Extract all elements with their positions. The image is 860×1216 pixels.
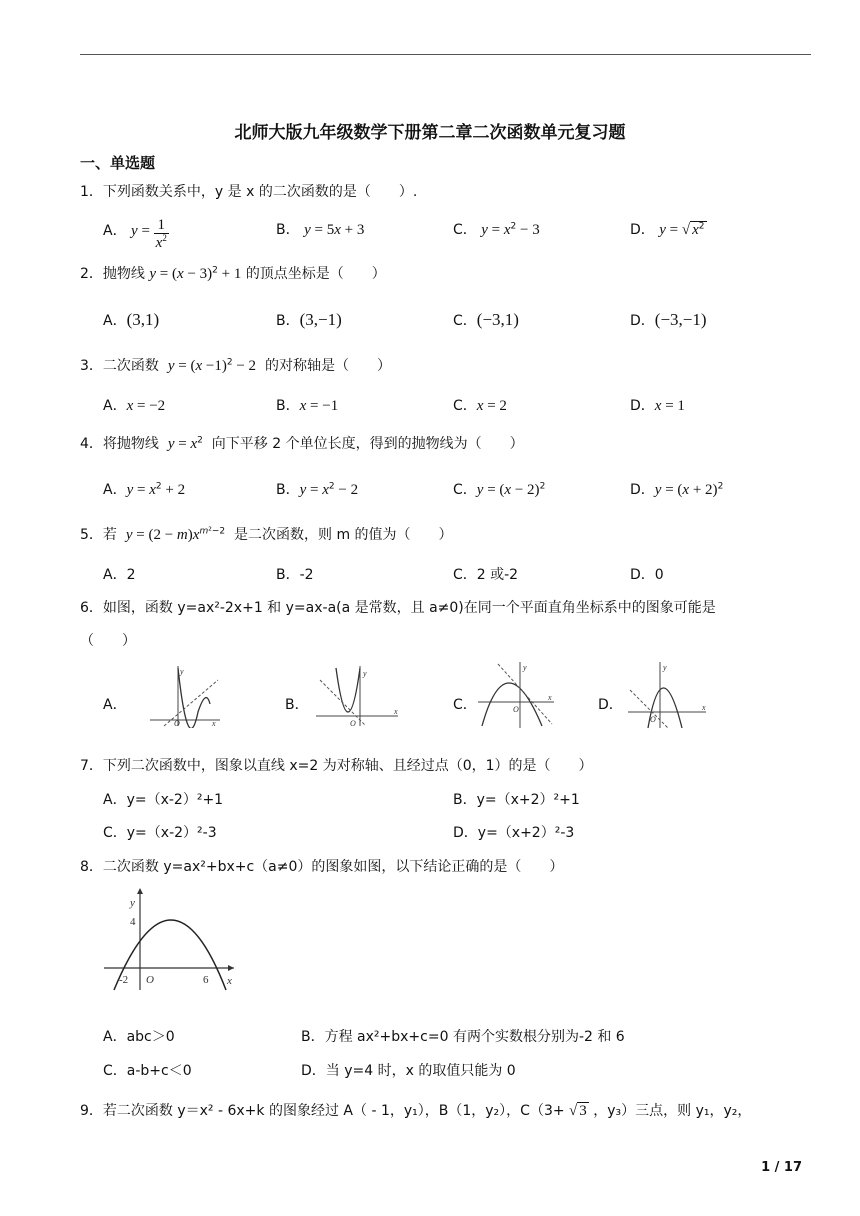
svg-text:y: y — [180, 667, 184, 676]
q3-option-d: D．x = 1 — [630, 398, 685, 414]
q6-option-d-label: D． — [598, 697, 623, 713]
question-2-stem: 2．抛物线 $y = (x - 3)^2 + 1$ 的顶点坐标是（ ） — [80, 265, 386, 282]
q4-option-c: C．$y = (x - 2)^2$ — [453, 481, 546, 498]
q1-option-a: A． y = $\frac{1}{x^2}$ — [103, 217, 167, 251]
q2-option-b: B．(3,−1) — [276, 310, 342, 329]
q8-six-label: 6 — [203, 974, 209, 986]
q6-option-b-label: B． — [285, 697, 309, 713]
q8-option-a: A．abc＞0 — [103, 1029, 175, 1045]
question-3-stem: 3．二次函数 $y = (x -1)^2 - 2$ 的对称轴是（ ） — [80, 357, 391, 374]
svg-text:y: y — [523, 663, 527, 672]
header-rule — [80, 54, 811, 55]
q1-option-d: D． y = √ $x^2$ — [630, 221, 705, 238]
question-4-stem: 4．将抛物线 $y = x^2$ 向下平移 2 个单位长度，得到的抛物线为（ ） — [80, 435, 524, 452]
q5-option-b: B．-2 — [276, 567, 314, 583]
svg-text:x: x — [702, 703, 706, 712]
question-9-stem: 9．若二次函数 y＝x² - 6x+k 的图象经过 A（ - 1，y₁），B（1，y₂），C（3+ √ 3 ，y₃）三点，则 y₁，y₂， — [80, 1103, 752, 1119]
q4-option-b: B．$y = x^2 - 2$ — [276, 481, 359, 498]
q8-origin-label: O — [146, 974, 154, 986]
q8-option-b: B．方程 ax²+bx+c=0 有两个实数根分别为-2 和 6 — [301, 1029, 625, 1045]
q8-option-d: D．当 y=4 时，x 的取值只能为 0 — [301, 1063, 516, 1079]
q7-option-a: A．y=（x-2）²+1 — [103, 792, 224, 808]
q8-neg2-label: -2 — [119, 974, 129, 986]
question-6-stem: 6．如图，函数 y=ax²-2x+1 和 y=ax-a(a 是常数，且 a≠0)在同一个平面直角坐标系中的图象可能是 — [80, 600, 716, 616]
q7-option-d: D．y=（x+2）²-3 — [453, 825, 575, 841]
q3-option-b: B．x = −1 — [276, 398, 339, 414]
q2-option-a: A．(3,1) — [103, 310, 160, 329]
q2-option-c: C．(−3,1) — [453, 310, 519, 329]
option-label: B． — [276, 222, 300, 238]
option-label: D． — [630, 222, 655, 238]
q8-option-c: C．a-b+c＜0 — [103, 1063, 192, 1079]
svg-text:O: O — [650, 715, 656, 724]
q7-option-c: C．y=（x-2）²-3 — [103, 825, 217, 841]
question-7-stem: 7．下列二次函数中，图象以直线 x=2 为对称轴、且经过点（0，1）的是（ ） — [80, 758, 593, 774]
svg-text:x: x — [212, 719, 216, 728]
q6-graph-d — [626, 660, 710, 730]
q6-graph-a — [148, 664, 222, 728]
question-8-stem: 8．二次函数 y=ax²+bx+c（a≠0）的图象如图，以下结论正确的是（ ） — [80, 859, 564, 875]
q8-four-label: 4 — [130, 916, 136, 928]
section-heading: 一、单选题 — [80, 154, 156, 172]
q4-option-d: D．$y = (x + 2)^2$ — [630, 481, 724, 498]
page-title: 北师大版九年级数学下册第二章二次函数单元复习题 — [234, 123, 626, 143]
option-label: C． — [453, 222, 477, 238]
q5-option-a: A．2 — [103, 567, 136, 583]
q6-graph-b — [314, 664, 402, 728]
svg-text:x: x — [548, 693, 552, 702]
q5-option-c: C．2 或-2 — [453, 567, 519, 583]
option-label: A． — [103, 223, 127, 239]
q7-option-b: B．y=（x+2）²+1 — [453, 792, 580, 808]
q6-option-a-label: A． — [103, 697, 127, 713]
svg-text:O: O — [513, 705, 519, 714]
q5-option-d: D．0 — [630, 567, 664, 583]
q3-option-c: C．x = 2 — [453, 398, 507, 414]
q1-option-b: B． y = 5x + 3 — [276, 222, 365, 238]
svg-text:y: y — [663, 663, 667, 672]
q1-option-c: C． $y = x^2 - 3$ — [453, 221, 540, 238]
q8-y-label: y — [130, 897, 135, 909]
q6-graph-c — [476, 660, 556, 730]
q4-option-a: A．$y = x^2 + 2$ — [103, 481, 186, 498]
question-1-stem: 1．下列函数关系中，y 是 x 的二次函数的是（ ）. — [80, 184, 418, 200]
q8-x-label: x — [227, 975, 232, 987]
page-number: 1 / 17 — [761, 1160, 802, 1175]
question-5-stem: 5．若 $y = (2 - m)x^{m^2-2}$ 是二次函数，则 m 的值为（ ） — [80, 526, 453, 543]
svg-text:O: O — [174, 719, 180, 728]
q6-option-c-label: C． — [453, 697, 477, 713]
question-6-stem-cont: （ ） — [80, 633, 136, 649]
svg-text:x: x — [394, 707, 398, 716]
q2-option-d: D．(−3,−1) — [630, 310, 707, 329]
svg-text:y: y — [363, 669, 367, 678]
svg-text:O: O — [350, 719, 356, 728]
q3-option-a: A．x = −2 — [103, 398, 166, 414]
q8-parabola-graph — [100, 884, 242, 994]
